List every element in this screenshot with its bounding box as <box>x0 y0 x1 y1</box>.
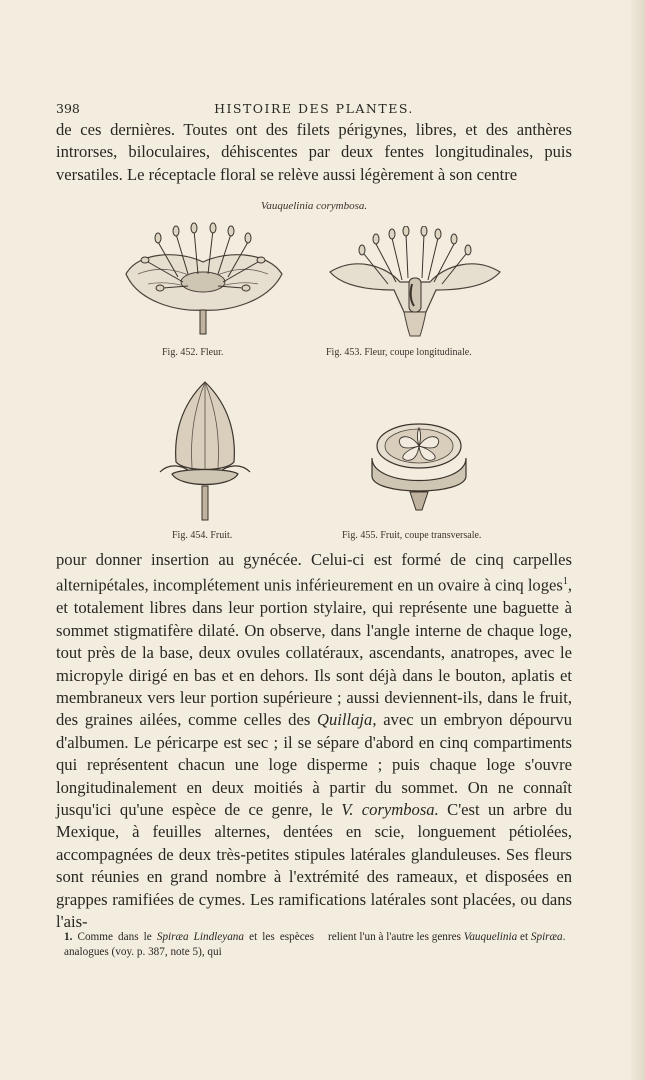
footnote-text: et <box>517 931 531 943</box>
footnote-text: . <box>562 931 566 943</box>
para2-text-c: , avec un embryon dépourvu d'albumen. Le péricarpe est sec ; il se sépare d'abord en cinq compartiments qui représentent chacun une loge disperme ; puis chaque loge s'ouvre longitudinalement en deux moitiés à partir du sommet. On ne connaît jusqu'ici qu'une espèce de ce genre, le <box>56 710 572 819</box>
page-edge <box>631 0 645 1080</box>
fig-454-fruit-illustration <box>150 376 260 522</box>
paragraph-2 <box>56 549 572 933</box>
para2-text-b: , et totalement libres dans leur portion stylaire, qui représente une baguette à sommet stigmatifère dilaté. On observe, dans l'angle interne de chaque loge, tout près de la base, deux ovules collatéraux, ascendants, anatropes, avec le micropyle dirigé en bas et en dehors. Ils sont déjà dans le bouton, aplatis et membraneux vers leur portion supérieure ; aussi deviennent-ils, dans le fruit, des graines ailées, comme celles des <box>56 575 573 730</box>
fig-453-flower-section-illustration <box>326 226 504 338</box>
footnote-genus-vauquelinia: Vauquelinia <box>463 931 518 943</box>
fig-454-label: Fig. 454. Fruit. <box>172 530 233 541</box>
fig-455-label: Fig. 455. Fruit, coupe transversale. <box>342 530 482 541</box>
footnote-text: Comme dans le <box>72 931 157 943</box>
running-title: HISTOIRE DES PLANTES. <box>214 101 414 116</box>
fig-453-label: Fig. 453. Fleur, coupe longitudinale. <box>326 347 472 358</box>
genus-quillaja: Quillaja <box>317 710 373 730</box>
paragraph-1: de ces dernières. Toutes ont des filets périgynes, libres, et des anthères introrses, biloculaires, déhiscentes par deux fentes longitudinales, puis versatiles. Le réceptacle floral se relève aussi légèrement à son centre <box>56 120 572 184</box>
figure-title: Vauquelinia corymbosa. <box>260 200 368 212</box>
fig-452-flower-illustration <box>118 222 288 337</box>
footnote-text: et les espèces analogues (voy. p. 387, note 5), qui <box>64 931 314 958</box>
species-name: V. corymbosa. <box>341 800 439 819</box>
running-header <box>56 101 572 121</box>
footnote-genus-spiraea: Spiræa <box>530 931 563 943</box>
footnote-marker: 1 <box>562 576 568 588</box>
footnote-species: Spiræa Lindleyana <box>156 931 244 943</box>
footnote-text: relient l'un à l'autre les genres <box>328 931 464 943</box>
para2-text-d: C'est un arbre du Mexique, à feuilles alternes, dentées en scie, longuement pétiolées, accompagnées de deux très-petites stipules latérales glanduleuses. Ses fleurs sont réunies en grand nombre à l'extrémité des rameaux, et disposées en grappes ramifiées de cymes. Les ramifications latérales sont placées, ou dans l'ais- <box>56 800 572 932</box>
fig-452-label: Fig. 452. Fleur. <box>162 347 224 358</box>
para2-text-a: pour donner insertion au gynécée. Celui-ci est formé de cinq carpelles alternipétales, incomplétement unis inférieurement en un ovaire à cinq loges <box>56 550 572 595</box>
footnote-left-column <box>64 930 314 960</box>
footnote-right-column <box>328 930 573 945</box>
page-number: 398 <box>56 101 80 116</box>
fig-455-fruit-section-illustration <box>366 418 472 514</box>
footnote-number: 1. <box>64 931 73 943</box>
